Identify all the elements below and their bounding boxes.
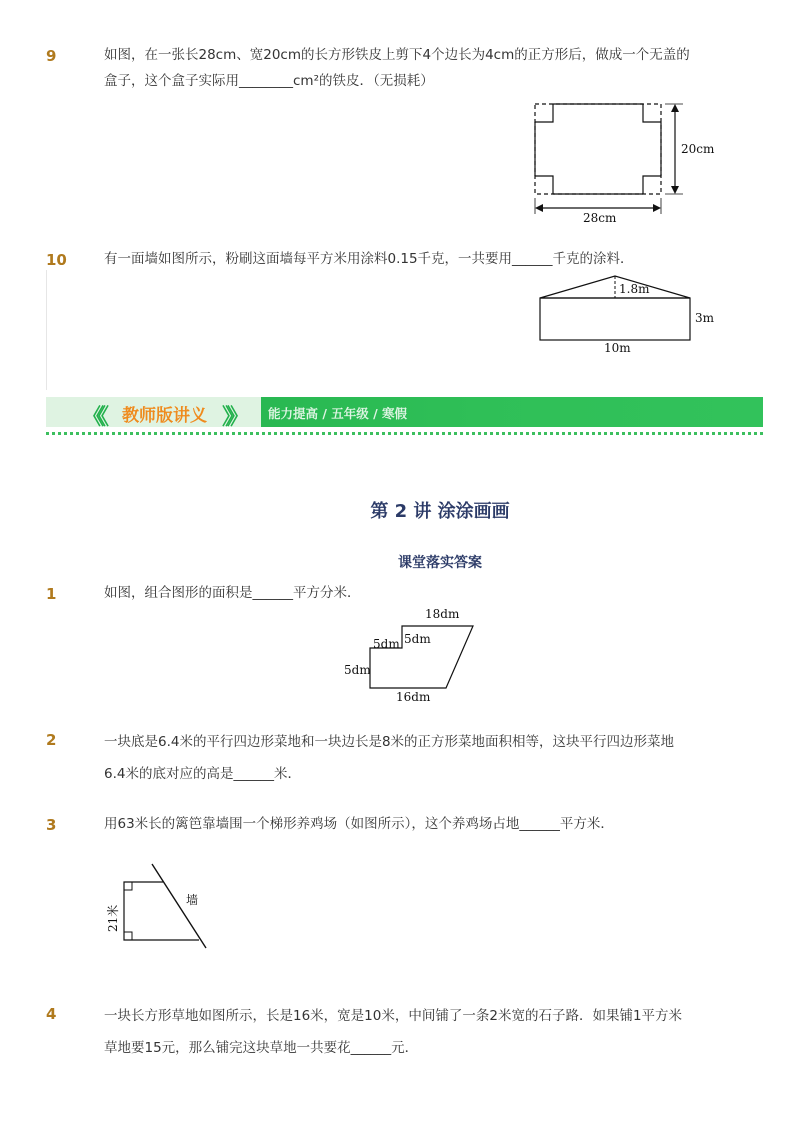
question-number: 9 bbox=[46, 47, 57, 65]
top-length-label: 18dm bbox=[425, 607, 460, 621]
question-line: 如图，在一张长28cm、宽20cm的长方形铁皮上剪下4个边长为4cm的正方形后，做成一个无盖的 bbox=[104, 47, 690, 63]
question-number: 2 bbox=[46, 731, 57, 749]
wall-width-label: 10m bbox=[604, 341, 631, 355]
question-line: 用63米长的篱笆靠墙围一个梯形养鸡场（如图所示），这个养鸡场占地______平方米． bbox=[104, 816, 614, 832]
wall-figure bbox=[530, 270, 730, 358]
question-line: 如图，组合图形的面积是______平方分米． bbox=[104, 585, 361, 601]
question-number: 4 bbox=[46, 1005, 57, 1023]
dotted-divider bbox=[46, 432, 763, 435]
question-line: 一块长方形草地如图所示，长是16米，宽是10米，中间铺了一条2米宽的石子路．如果铺1平方米 bbox=[104, 1008, 683, 1024]
question-text bbox=[104, 811, 724, 837]
step-top-label: 5dm bbox=[404, 632, 431, 646]
composite-shape-figure bbox=[340, 600, 490, 705]
question-text bbox=[104, 246, 724, 272]
question-number: 10 bbox=[46, 251, 67, 269]
question-number: 3 bbox=[46, 816, 57, 834]
question-line: 草地要15元，那么铺完这块草地一共要花______元． bbox=[104, 1040, 419, 1056]
question-number: 1 bbox=[46, 585, 57, 603]
section-title: 课堂落实答案 bbox=[398, 555, 482, 571]
chevron-right-icon: 》》 bbox=[222, 405, 244, 430]
box-net-figure bbox=[525, 98, 725, 228]
wall-height-label: 3m bbox=[695, 311, 715, 325]
banner-title: 教师版讲义 bbox=[122, 406, 207, 426]
chevron-left-icon: 《《 bbox=[82, 405, 104, 430]
peak-label: 1.8m bbox=[619, 282, 650, 296]
width-label: 28cm bbox=[583, 211, 617, 225]
question-text bbox=[104, 1000, 724, 1064]
lecture-title: 第 2 讲 涂涂画画 bbox=[370, 501, 510, 522]
question-line: 盒子，这个盒子实际用________cm²的铁皮．（无损耗） bbox=[104, 73, 434, 89]
left-length-label: 5dm bbox=[344, 663, 371, 677]
banner-title-area bbox=[46, 397, 261, 430]
question-text bbox=[104, 42, 724, 94]
step-side-label: 5dm bbox=[373, 637, 400, 651]
question-text bbox=[104, 726, 724, 790]
side-length-label: 21米 bbox=[106, 904, 120, 932]
header-banner bbox=[46, 397, 763, 430]
question-line: 一块底是6.4米的平行四边形菜地和一块边长是8米的正方形菜地面积相等，这块平行四边形菜地 bbox=[104, 734, 675, 750]
banner-subtitle: 能力提高 / 五年级 / 寒假 bbox=[268, 406, 408, 421]
bottom-length-label: 16dm bbox=[396, 690, 431, 704]
height-label: 20cm bbox=[681, 142, 715, 156]
question-line: 有一面墙如图所示，粉刷这面墙每平方米用涂料0.15千克，一共要用______千克的涂料． bbox=[104, 251, 634, 267]
question-line: 6.4米的底对应的高是______米． bbox=[104, 766, 301, 782]
wall-label: 墙 bbox=[186, 893, 199, 907]
trapezoid-henhouse-figure bbox=[100, 860, 220, 952]
margin-rule bbox=[46, 270, 47, 390]
